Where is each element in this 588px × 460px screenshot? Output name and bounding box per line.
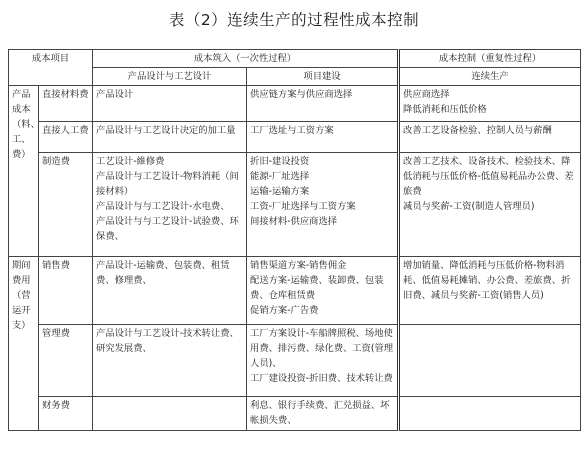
cell-design <box>93 257 247 325</box>
cell-text: 产品设计与与工艺设计-试验费、环保费、 <box>96 216 239 242</box>
cell-text: 销售渠道方案-销售佣金 <box>250 260 347 271</box>
cell-text: 工厂方案设计-车船牌照税、场地使用费、排污费、绿化费、工资(管理人员)、 <box>250 328 394 369</box>
cell-control <box>399 153 581 257</box>
cell-text: 产品设计与工艺设计-物料消耗（间接材料） <box>96 171 239 197</box>
cell-text: 产品设计与与工艺设计-水电费、 <box>96 201 230 212</box>
cell-text: 改善工艺设备检验、控制人员与薪酬 <box>403 125 552 136</box>
cell-text: 改善工艺技术、设备技术、检验技术、降低消耗与压低价格-低值易耗品办公费、差旅费 <box>403 156 574 197</box>
cell-text: 配送方案-运输费、装卸费、包装费、仓库租赁费 <box>250 275 384 301</box>
group-label-period-cost: 期间费用（营运开支） <box>9 257 39 431</box>
row-name: 制造费 <box>39 153 93 257</box>
cell-text: 产品设计-运输费、包装费、租赁费、修理费、 <box>96 260 230 286</box>
cell-text: 利息、银行手续费、汇兑损益、坏帐损失费、 <box>250 400 390 426</box>
cell-build <box>247 397 399 431</box>
cell-text: 工厂选址与工资方案 <box>250 125 334 136</box>
header-product-design: 产品设计与工艺设计 <box>93 68 247 86</box>
cell-text: 减员与奖薪-工资(制造人管理员) <box>403 201 535 212</box>
header-cost-embed: 成本筑入（一次性过程） <box>93 50 399 68</box>
cell-text: 工资-厂址选择与工资方案 <box>250 201 356 212</box>
row-name: 财务费 <box>39 397 93 431</box>
cell-build <box>247 153 399 257</box>
page-title: 表（2）连续生产的过程性成本控制 <box>168 11 420 29</box>
cell-text: 产品设计 <box>96 89 134 100</box>
cell-design <box>93 86 247 122</box>
cell-text: 能源-厂址选择 <box>250 171 310 182</box>
cell-design <box>93 325 247 397</box>
row-name: 直接人工费 <box>39 122 93 153</box>
row-name: 销售费 <box>39 257 93 325</box>
cell-build <box>247 257 399 325</box>
cell-build <box>247 325 399 397</box>
cell-text: 供应商选择 <box>403 89 450 100</box>
cell-text: 间接材料-供应商选择 <box>250 216 338 227</box>
cell-build <box>247 122 399 153</box>
header-project-build: 项目建设 <box>247 68 399 86</box>
cell-text: 折旧-建设投资 <box>250 156 310 167</box>
cell-design <box>93 397 247 431</box>
cell-text: 工艺设计-維修费 <box>96 156 165 167</box>
cell-control <box>399 397 581 431</box>
cell-text: 产品设计与工艺设计-技术转让费、研究发展费、 <box>96 328 239 354</box>
cell-text: 促销方案-广告费 <box>250 305 319 316</box>
cell-text: 增加销量、降低消耗与压低价格-物料消耗、低值易耗摊销、办公费、差旅费、折旧费、减员与奖薪-工资(销售人员) <box>403 260 571 301</box>
header-cost-item: 成本项目 <box>9 50 93 86</box>
header-cost-control: 成本控制（重复性过程） <box>399 50 581 68</box>
cell-design <box>93 153 247 257</box>
group-label-product-cost: 产品成本（料、工、费） <box>9 86 39 257</box>
cell-control <box>399 122 581 153</box>
cost-control-table <box>8 49 581 431</box>
cell-text: 产品设计与工艺设计决定的加工量 <box>96 125 236 136</box>
cell-text: 运输-运输方案 <box>250 186 310 197</box>
cell-text: 工厂建设投资-折旧费、技术转让费 <box>250 373 393 384</box>
cell-design <box>93 122 247 153</box>
cell-build <box>247 86 399 122</box>
row-name: 直接材料费 <box>39 86 93 122</box>
header-continuous: 连续生产 <box>399 68 581 86</box>
row-name: 管理费 <box>39 325 93 397</box>
cell-text: 降低消耗和压低价格 <box>403 104 487 115</box>
cell-control <box>399 86 581 122</box>
cell-control <box>399 257 581 325</box>
cell-control <box>399 325 581 397</box>
cell-text: 供应链方案与供应商选择 <box>250 89 353 100</box>
